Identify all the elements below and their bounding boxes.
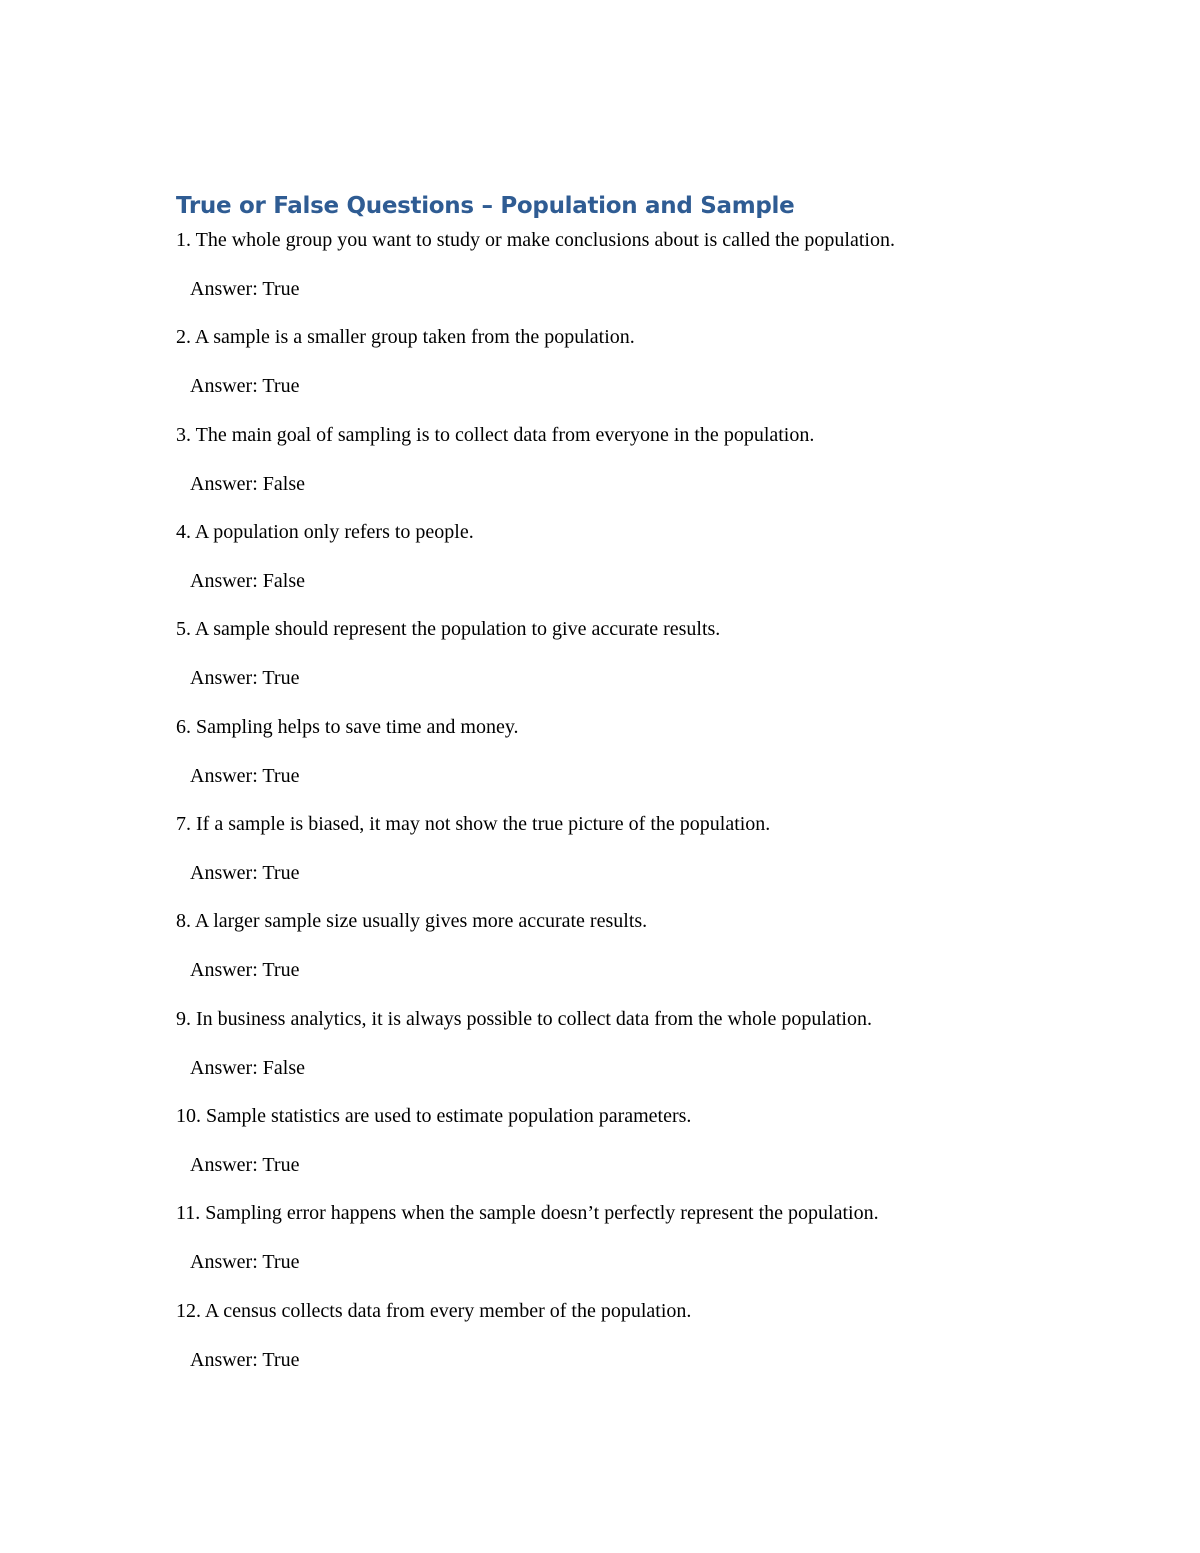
question-text: 10. Sample statistics are used to estimate population parameters.: [176, 1104, 692, 1127]
question-list: [176, 224, 1076, 1392]
list-item: [176, 419, 1076, 516]
answer-text: Answer: True: [190, 1348, 300, 1371]
list-item: [176, 808, 1076, 905]
answer-text: Answer: False: [190, 1056, 305, 1079]
question-text: 2. A sample is a smaller group taken from the population.: [176, 326, 635, 349]
answer-text: Answer: False: [190, 472, 305, 495]
list-item: [176, 1003, 1076, 1100]
answer-text: Answer: True: [190, 375, 300, 398]
list-item: [176, 321, 1076, 418]
document-title: True or False Questions – Population and Sample: [176, 193, 795, 219]
answer-text: Answer: True: [190, 1251, 300, 1274]
answer-text: Answer: True: [190, 1153, 300, 1176]
answer-text: Answer: True: [190, 278, 300, 300]
list-item: [176, 711, 1076, 808]
answer-text: Answer: True: [190, 959, 300, 982]
question-text: 8. A larger sample size usually gives more accurate results.: [176, 910, 648, 933]
question-text: 6. Sampling helps to save time and money.: [176, 715, 519, 738]
question-text: 3. The main goal of sampling is to collect data from everyone in the population.: [176, 423, 815, 446]
question-text: 12. A census collects data from every member of the population.: [176, 1299, 692, 1322]
answer-text: Answer: False: [190, 569, 305, 592]
list-item: [176, 224, 1076, 321]
question-text: 9. In business analytics, it is always possible to collect data from the whole population.: [176, 1007, 872, 1030]
list-item: [176, 613, 1076, 710]
answer-text: Answer: True: [190, 764, 300, 787]
question-text: 1. The whole group you want to study or make conclusions about is called the population.: [176, 229, 895, 251]
question-text: 4. A population only refers to people.: [176, 520, 474, 543]
question-text: 7. If a sample is biased, it may not show the true picture of the population.: [176, 812, 771, 835]
list-item: [176, 905, 1076, 1002]
list-item: [176, 1197, 1076, 1294]
question-text: 5. A sample should represent the population to give accurate results.: [176, 618, 721, 641]
question-text: 11. Sampling error happens when the sample doesn’t perfectly represent the population.: [176, 1202, 879, 1225]
answer-text: Answer: True: [190, 667, 300, 690]
list-item: [176, 516, 1076, 613]
list-item: [176, 1100, 1076, 1197]
list-item: [176, 1295, 1076, 1392]
answer-text: Answer: True: [190, 861, 300, 884]
